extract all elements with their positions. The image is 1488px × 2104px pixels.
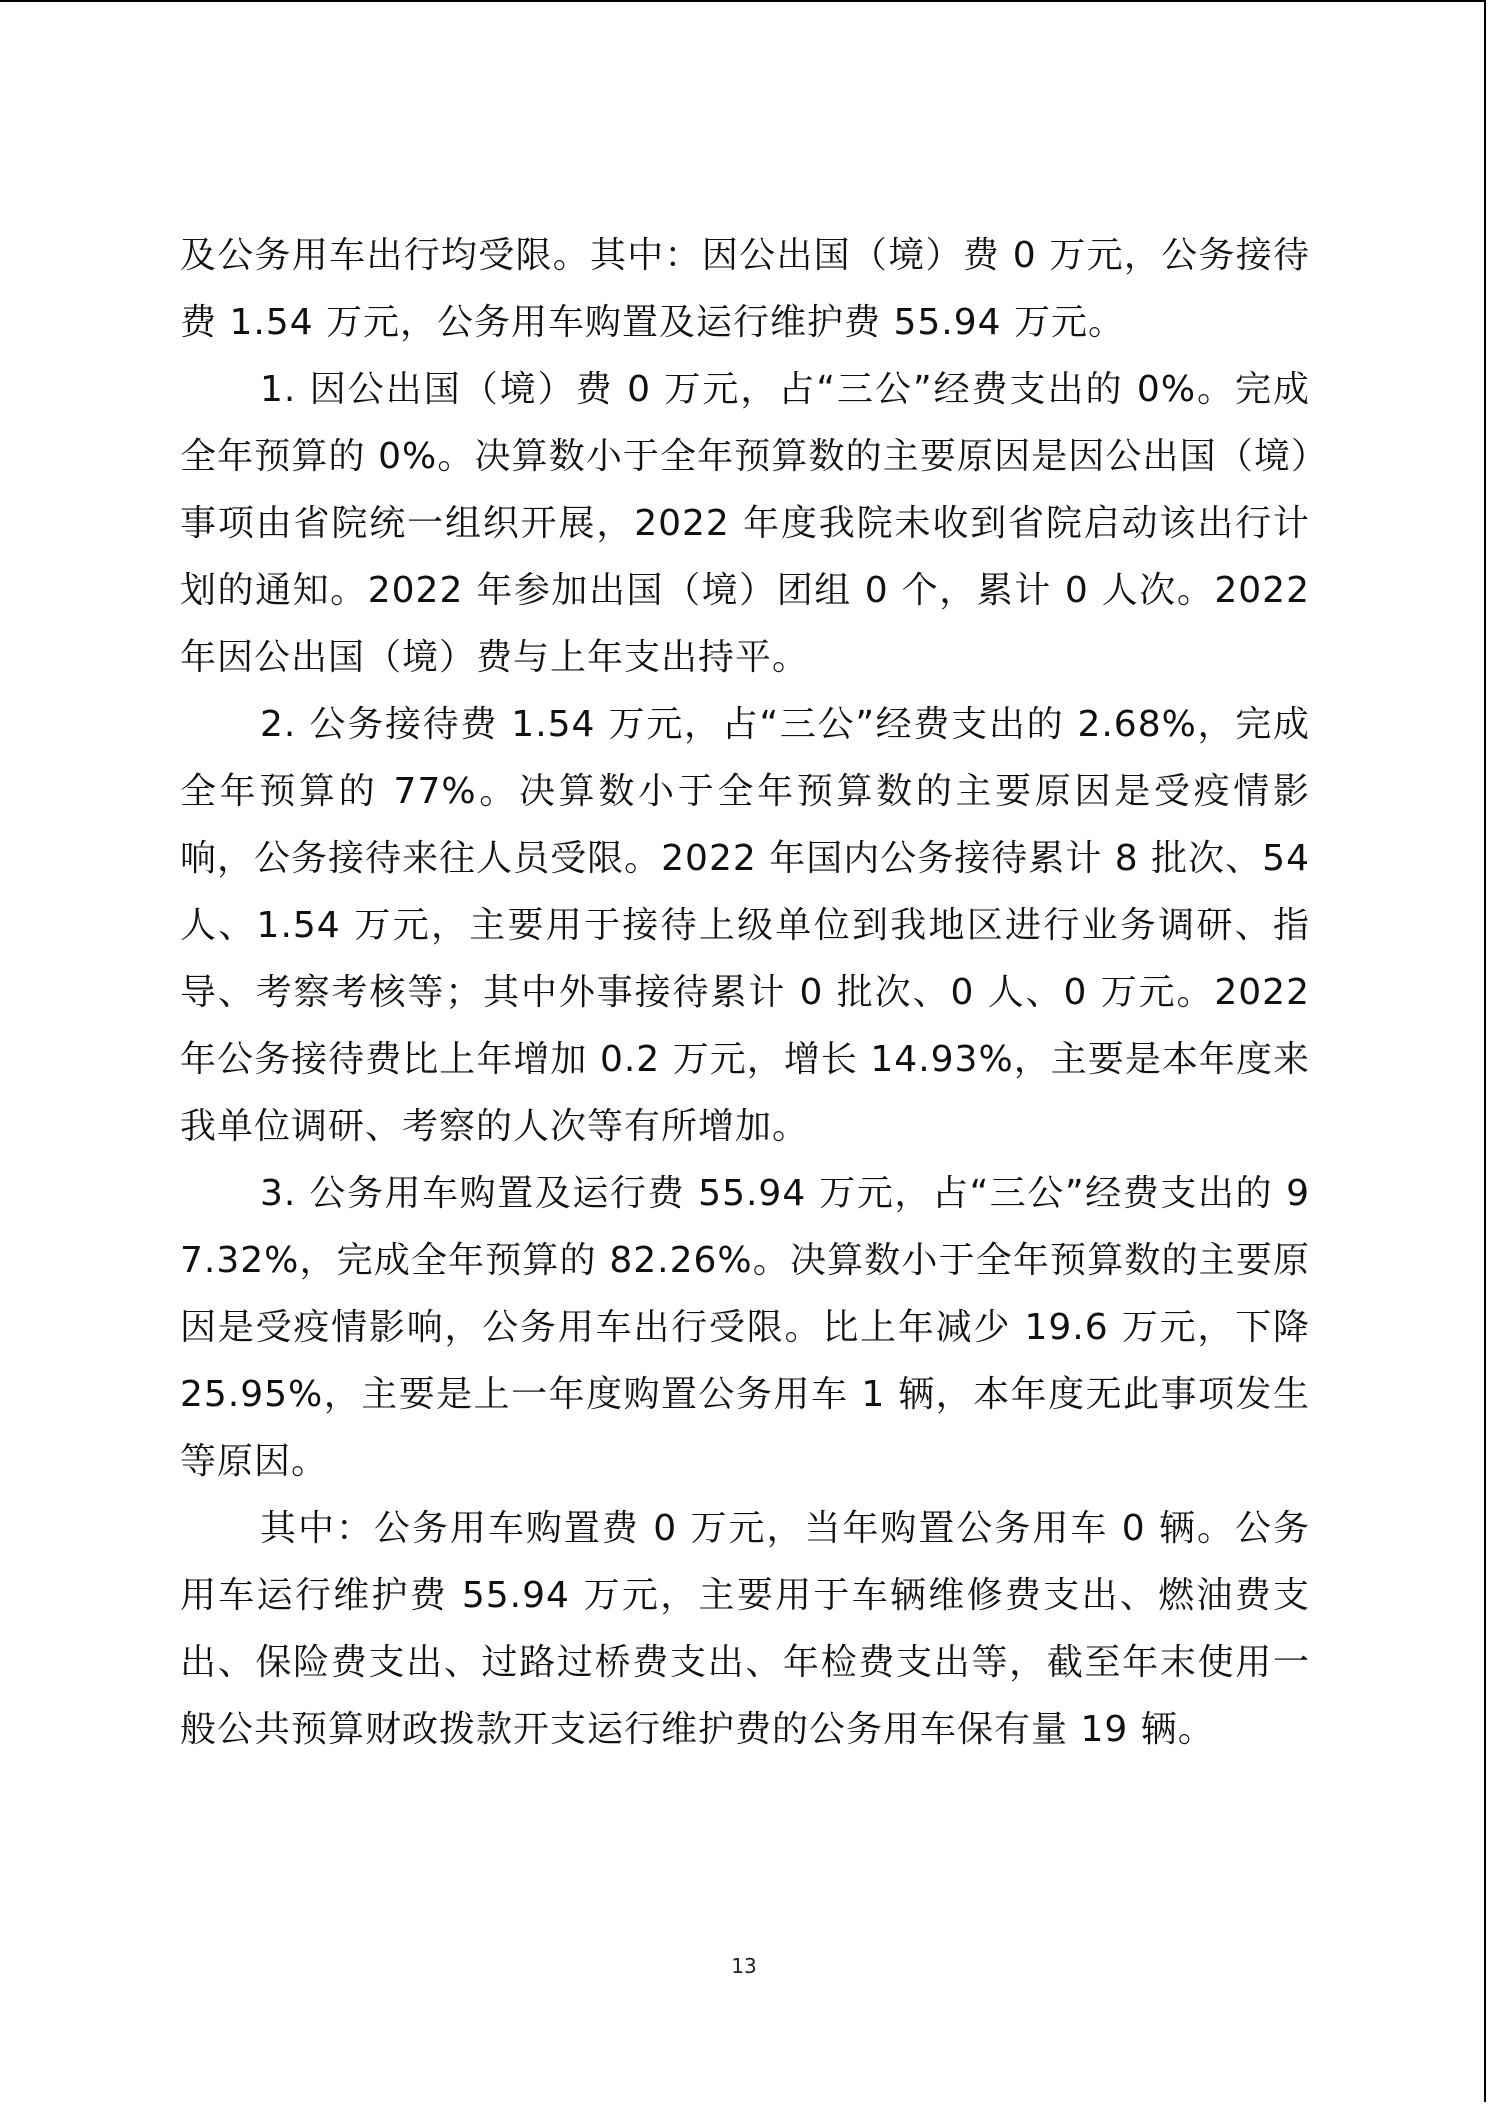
paragraph-1: 及公务用车出行均受限。其中：因公出国（境）费 0 万元，公务接待费 1.54 万元，公务用车购置及运行维护费 55.94 万元。 (180, 235, 1310, 343)
paragraph-5: 其中：公务用车购置费 0 万元，当年购置公务用车 0 辆。公务用车运行维护费 55.94 万元，主要用于车辆维修费支出、燃油费支出、保险费支出、过路过桥费支出、年检费支出等，截至年末使用一般公共预算财政拨款开支运行维护费的公务用车保有量 19 辆。 (180, 1508, 1310, 1750)
paragraph-4: 3. 公务用车购置及运行费 55.94 万元，占“三公”经费支出的 97.32%，完成全年预算的 82.26%。决算数小于全年预算数的主要原因是受疫情影响，公务用车出行受限。比上年减少 19.6 万元，下降 25.95%，主要是上一年度购置公务用车 1 辆，本年度无此事项发生等原因。 (180, 1173, 1310, 1482)
page-number: 13 (731, 1954, 757, 1978)
paragraph-2: 1. 因公出国（境）费 0 万元，占“三公”经费支出的 0%。完成全年预算的 0%。决算数小于全年预算数的主要原因是因公出国（境）事项由省院统一组织开展，2022 年度我院未收到省院启动该出行计划的通知。2022 年参加出国（境）团组 0 个，累计 0 人次。2022 年因公出国（境）费与上年支出持平。 (180, 369, 1310, 678)
document-body (180, 222, 1310, 1763)
paragraph-3: 2. 公务接待费 1.54 万元，占“三公”经费支出的 2.68%，完成全年预算的 77%。决算数小于全年预算数的主要原因是受疫情影响，公务接待来往人员受限。2022 年国内公务接待累计 8 批次、54 人、1.54 万元，主要用于接待上级单位到我地区进行业务调研、指导、考察考核等；其中外事接待累计 0 批次、0 人、0 万元。2022 年公务接待费比上年增加 0.2 万元，增长 14.93%，主要是本年度来我单位调研、考察的人次等有所增加。 (180, 704, 1310, 1147)
